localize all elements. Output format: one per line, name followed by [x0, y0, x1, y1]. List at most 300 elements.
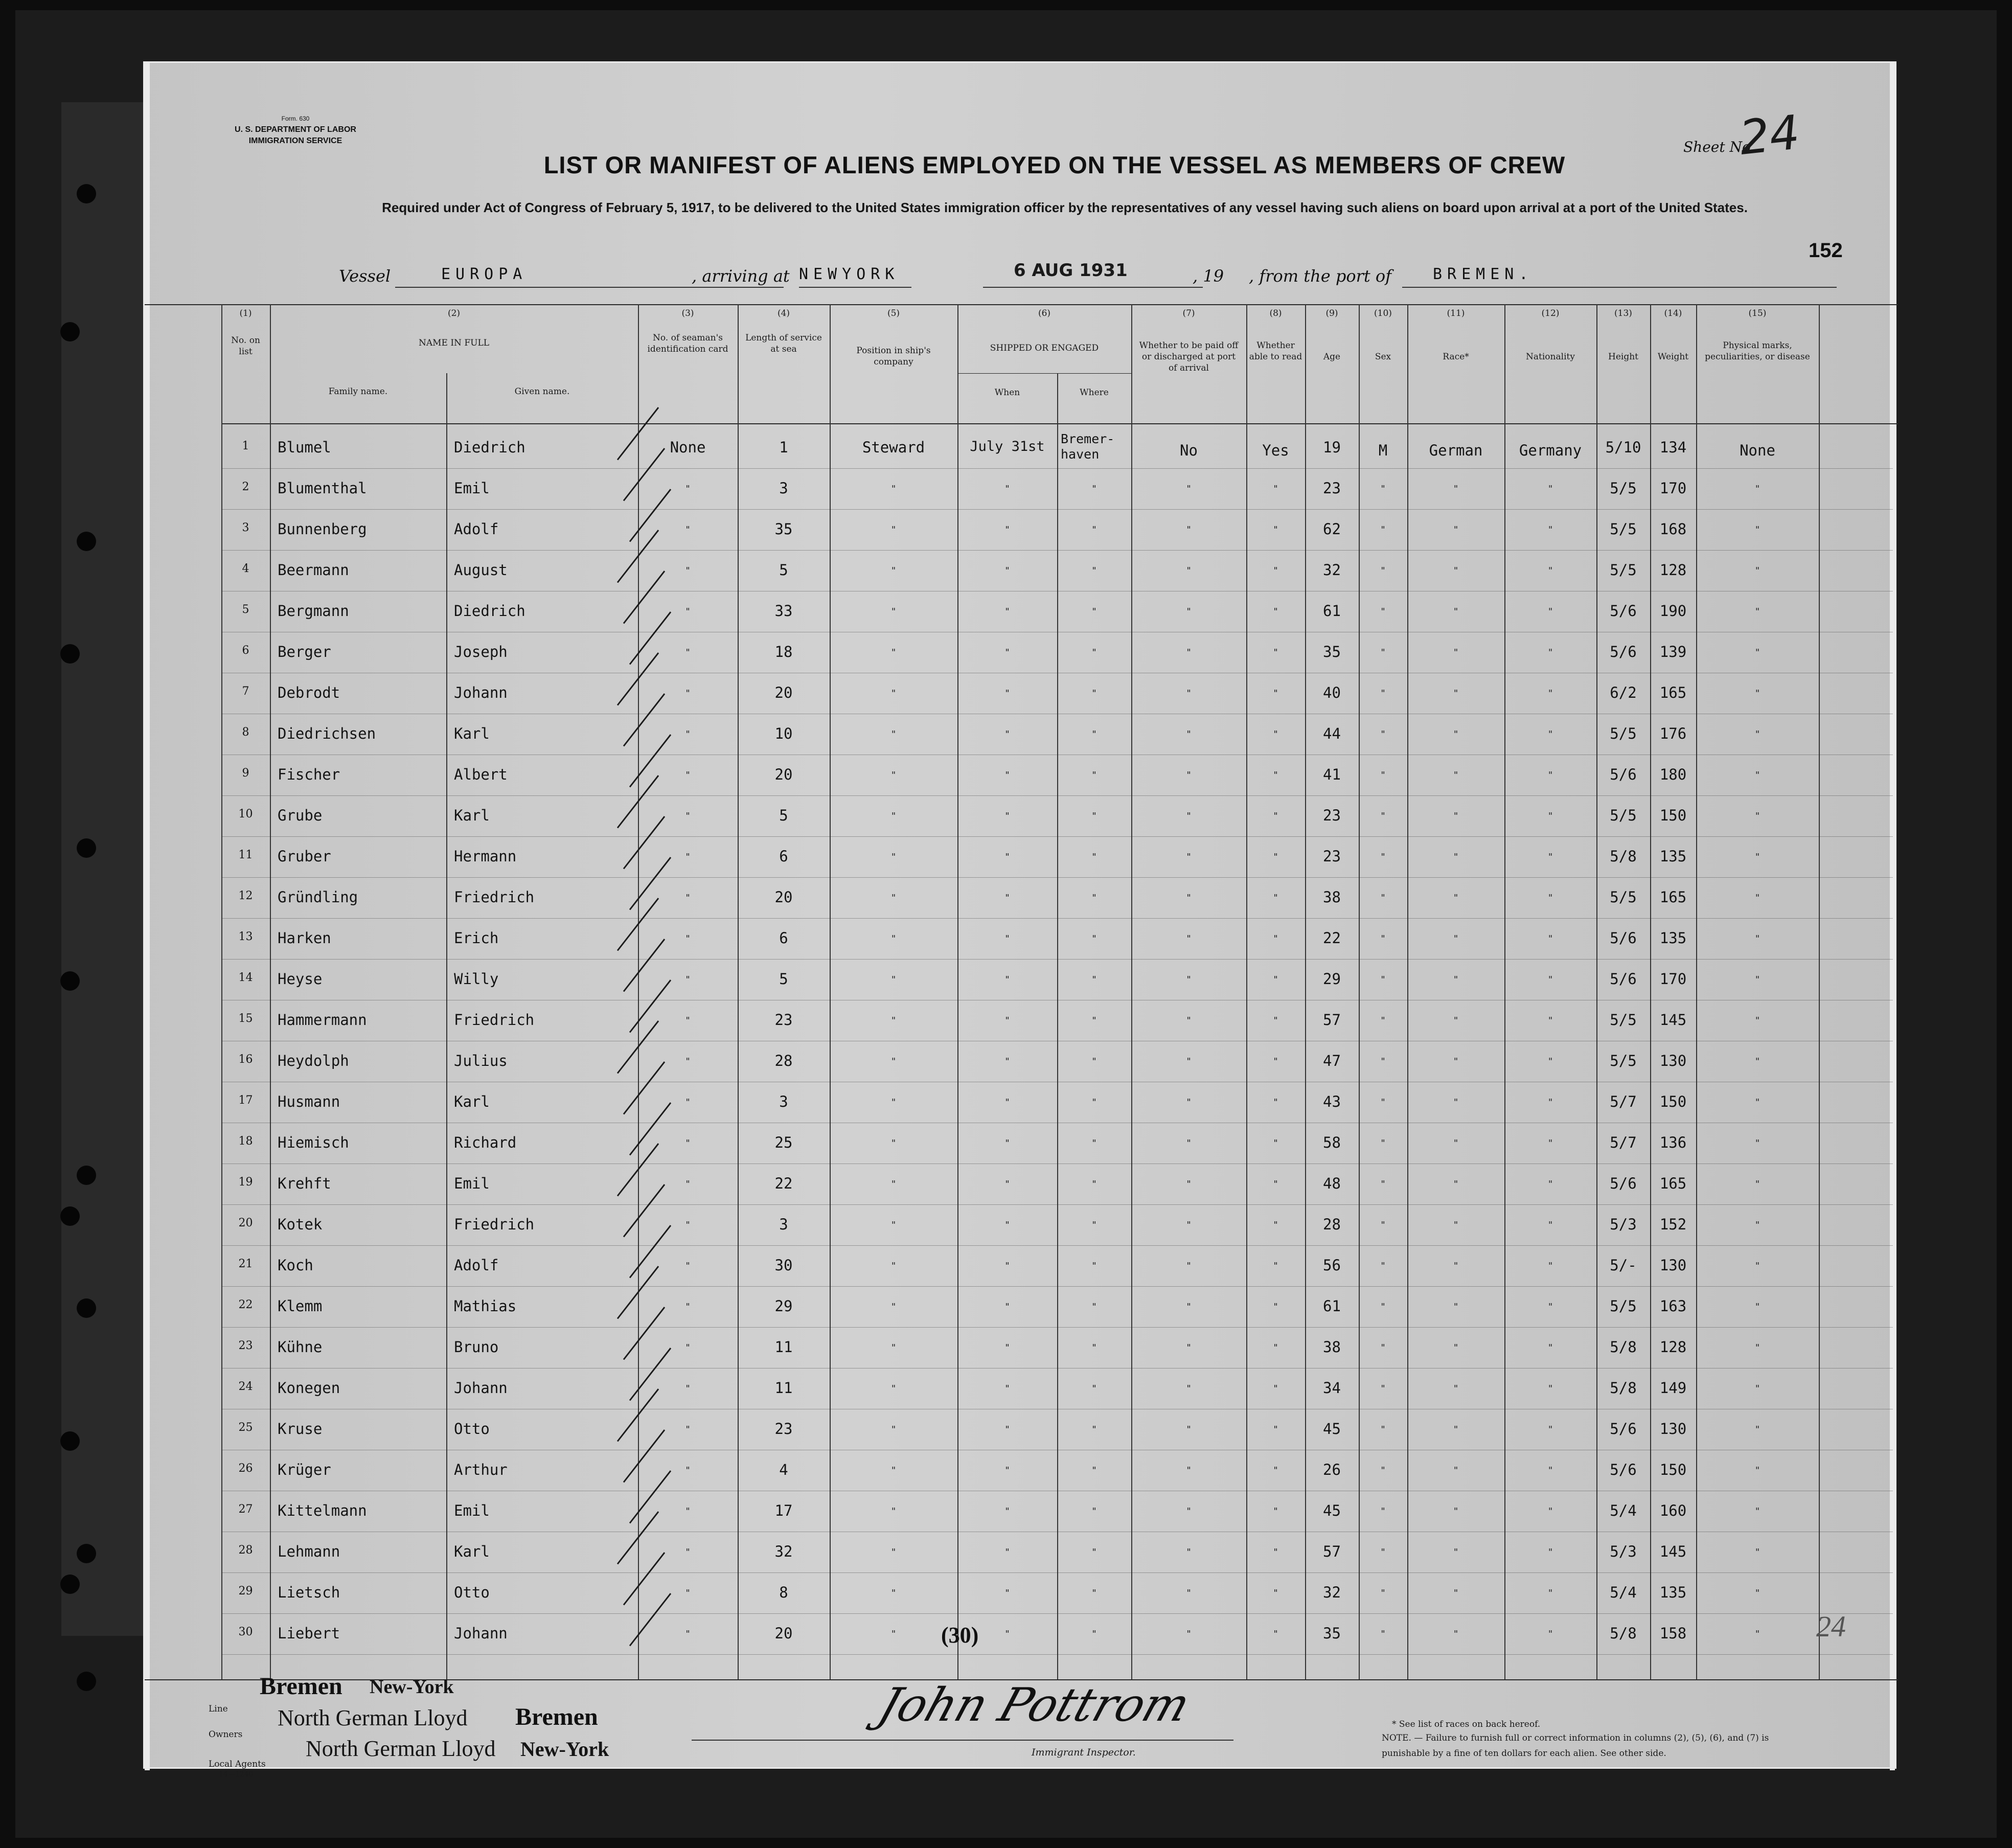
ditto-mark: "	[1547, 606, 1553, 617]
ditto-mark: "	[1380, 1097, 1386, 1108]
family-name: Beermann	[278, 561, 349, 579]
row-rule	[221, 468, 1893, 469]
row-number: 20	[238, 1217, 253, 1229]
ditto-mark: "	[890, 484, 897, 494]
ditto-mark: "	[890, 852, 897, 862]
ditto-mark: "	[1273, 1302, 1278, 1312]
weight: 136	[1659, 1134, 1687, 1151]
ditto-mark: "	[1186, 729, 1192, 740]
given-name: Erich	[454, 929, 499, 947]
weight: 130	[1659, 1420, 1687, 1438]
arriving-port: NEWYORK	[799, 265, 900, 283]
owners-value: North German Lloyd	[278, 1705, 468, 1730]
table-header-rule	[221, 423, 1898, 424]
ditto-mark: "	[1754, 729, 1761, 740]
height: 5/5	[1610, 1011, 1637, 1029]
ditto-mark: "	[1004, 974, 1010, 985]
ditto-mark: "	[1091, 606, 1097, 617]
ditto-mark: "	[1453, 1261, 1459, 1271]
row-number: 11	[238, 849, 253, 861]
ditto-mark: "	[1754, 1220, 1761, 1230]
ditto-mark: "	[1547, 770, 1553, 781]
row-number: 24	[238, 1380, 253, 1393]
seaman-card: None	[670, 439, 706, 456]
service-length: 11	[774, 1338, 793, 1356]
ditto-mark: "	[1004, 565, 1010, 576]
inspector-signature-line	[692, 1740, 1233, 1741]
ditto-mark: "	[890, 1179, 897, 1190]
height: 6/2	[1610, 684, 1637, 701]
age: 19	[1323, 439, 1341, 456]
vessel-name: EUROPA	[441, 265, 528, 283]
service-length: 30	[774, 1257, 793, 1274]
ditto-mark: "	[1186, 1465, 1192, 1476]
family-name: Harken	[278, 929, 331, 947]
ditto-mark: "	[1453, 1588, 1459, 1599]
ditto-mark: "	[1547, 1424, 1553, 1435]
height: 5/5	[1610, 561, 1637, 579]
ditto-mark: "	[1453, 688, 1459, 699]
header-sex: Sex	[1375, 352, 1391, 362]
form-identifier	[211, 113, 380, 147]
service-length: 20	[774, 1625, 793, 1642]
ditto-mark: "	[1547, 1629, 1553, 1639]
ditto-mark: "	[1186, 1220, 1192, 1230]
ditto-mark: "	[1380, 1506, 1386, 1517]
weight: 150	[1659, 1093, 1687, 1110]
ditto-mark: "	[1547, 1383, 1553, 1394]
ditto-mark: "	[1273, 1547, 1278, 1558]
binder-hole	[77, 1544, 96, 1563]
family-name: Kruse	[278, 1420, 323, 1438]
local-agents-label: Local Agents	[209, 1759, 266, 1769]
ditto-mark: "	[1754, 933, 1761, 944]
ditto-mark: "	[1453, 1056, 1459, 1067]
header-physical-marks: Physical marks, peculiarities, or disease	[1705, 340, 1810, 362]
inspector-label: Immigrant Inspector.	[1032, 1747, 1136, 1758]
family-name: Fischer	[278, 766, 340, 783]
weight: 163	[1659, 1297, 1687, 1315]
row-number: 8	[242, 726, 249, 739]
service-length: 6	[779, 848, 788, 865]
from-port: BREMEN.	[1433, 265, 1534, 283]
ditto-mark: "	[1547, 1015, 1553, 1026]
ditto-mark: "	[1091, 1424, 1097, 1435]
ditto-mark: "	[685, 1138, 691, 1149]
ditto-mark: "	[1004, 893, 1010, 903]
given-name: Otto	[454, 1420, 490, 1438]
binder-hole	[77, 184, 96, 203]
ditto-mark: "	[1754, 565, 1761, 576]
ditto-mark: "	[1186, 1547, 1192, 1558]
age: 23	[1323, 848, 1341, 865]
family-name: Gruber	[278, 848, 331, 865]
ditto-mark: "	[890, 1056, 897, 1067]
ditto-mark: "	[1004, 1097, 1010, 1108]
binder-hole	[60, 644, 80, 664]
ditto-mark: "	[1091, 770, 1097, 781]
ditto-mark: "	[1754, 1383, 1761, 1394]
ditto-mark: "	[1380, 1383, 1386, 1394]
ditto-mark: "	[685, 852, 691, 862]
ditto-mark: "	[1004, 688, 1010, 699]
ditto-mark: "	[1754, 484, 1761, 494]
ditto-mark: "	[1754, 1547, 1761, 1558]
ditto-mark: "	[1453, 852, 1459, 862]
ditto-mark: "	[1186, 1015, 1192, 1026]
ditto-mark: "	[1186, 1056, 1192, 1067]
ditto-mark: "	[1273, 1629, 1278, 1639]
family-name: Grube	[278, 807, 323, 824]
binder-hole	[77, 532, 96, 551]
ditto-mark: "	[1453, 1220, 1459, 1230]
ditto-mark: "	[1004, 484, 1010, 494]
ditto-mark: "	[1004, 1465, 1010, 1476]
ditto-mark: "	[1754, 606, 1761, 617]
ditto-mark: "	[1004, 933, 1010, 944]
col-num-7: (7)	[1182, 308, 1195, 318]
ditto-mark: "	[1453, 974, 1459, 985]
height: 5/8	[1610, 1379, 1637, 1397]
row-number: 16	[238, 1053, 253, 1066]
position: Steward	[862, 439, 925, 456]
age: 23	[1323, 807, 1341, 824]
crew-table	[145, 304, 1898, 1684]
ditto-mark: "	[685, 484, 691, 494]
weight: 130	[1659, 1052, 1687, 1069]
ditto-mark: "	[1380, 1424, 1386, 1435]
age: 44	[1323, 725, 1341, 742]
row-number: 30	[238, 1626, 253, 1638]
height: 5/6	[1610, 766, 1637, 783]
row-rule	[221, 959, 1893, 960]
family-name: Gründling	[278, 888, 358, 906]
service-length: 3	[779, 1093, 788, 1110]
age: 45	[1323, 1502, 1341, 1519]
ditto-mark: "	[1273, 729, 1278, 740]
col-divider	[446, 373, 447, 1679]
height: 5/6	[1610, 970, 1637, 988]
given-name: Johann	[454, 1625, 508, 1642]
ditto-mark: "	[685, 811, 691, 822]
ditto-mark: "	[1273, 647, 1278, 658]
ditto-mark: "	[890, 688, 897, 699]
given-name: Emil	[454, 1175, 490, 1192]
ditto-mark: "	[1186, 565, 1192, 576]
ditto-mark: "	[1380, 1302, 1386, 1312]
service-length: 3	[779, 1216, 788, 1233]
col-divider	[1819, 304, 1820, 1679]
height: 5/7	[1610, 1134, 1637, 1151]
ditto-mark: "	[685, 1629, 691, 1639]
service-length: 18	[774, 643, 793, 660]
age: 47	[1323, 1052, 1341, 1069]
ditto-mark: "	[685, 1261, 691, 1271]
col-num-8: (8)	[1269, 308, 1282, 318]
ditto-mark: "	[1186, 1179, 1192, 1190]
row-rule	[221, 1327, 1893, 1328]
service-length: 17	[774, 1502, 793, 1519]
ditto-mark: "	[1380, 1465, 1386, 1476]
ditto-mark: "	[1547, 893, 1553, 903]
col-num-9: (9)	[1325, 308, 1338, 318]
ditto-mark: "	[1273, 1424, 1278, 1435]
page-number: 152	[1809, 239, 1843, 262]
binder-hole	[77, 1672, 96, 1691]
row-number: 27	[238, 1503, 253, 1516]
ditto-mark: "	[890, 1097, 897, 1108]
ditto-mark: "	[1091, 1220, 1097, 1230]
ditto-mark: "	[1186, 974, 1192, 985]
ditto-mark: "	[1754, 770, 1761, 781]
from-port-label: , from the port of	[1249, 266, 1392, 286]
ditto-mark: "	[1273, 1506, 1278, 1517]
ditto-mark: "	[1273, 565, 1278, 576]
ditto-mark: "	[1186, 770, 1192, 781]
ditto-mark: "	[1453, 1342, 1459, 1353]
ditto-mark: "	[1186, 606, 1192, 617]
ditto-mark: "	[1186, 1506, 1192, 1517]
physical-marks: None	[1740, 442, 1775, 459]
age: 23	[1323, 480, 1341, 497]
ditto-mark: "	[1754, 974, 1761, 985]
agents-city: New-York	[520, 1738, 609, 1761]
able-to-read: Yes	[1262, 442, 1289, 459]
ditto-mark: "	[890, 524, 897, 535]
service-length: 5	[779, 970, 788, 988]
age: 32	[1323, 1584, 1341, 1601]
row-rule	[221, 918, 1893, 919]
weight: 134	[1659, 439, 1687, 456]
ditto-mark: "	[1273, 606, 1278, 617]
family-name: Kühne	[278, 1338, 323, 1356]
ditto-mark: "	[1004, 729, 1010, 740]
col-num-4: (4)	[777, 308, 790, 318]
arriving-label: , arriving at	[692, 266, 790, 286]
given-name: Emil	[454, 480, 490, 497]
ditto-mark: "	[1754, 688, 1761, 699]
given-name: Friedrich	[454, 1011, 535, 1029]
shipped-subrule	[957, 373, 1131, 374]
service-name: IMMIGRATION SERVICE	[248, 136, 342, 145]
ditto-mark: "	[890, 974, 897, 985]
given-name: Friedrich	[454, 1216, 535, 1233]
ditto-mark: "	[1547, 1138, 1553, 1149]
col-num-5: (5)	[887, 308, 900, 318]
ditto-mark: "	[1273, 933, 1278, 944]
family-name: Kittelmann	[278, 1502, 367, 1519]
service-length: 10	[774, 725, 793, 742]
ditto-mark: "	[1004, 1424, 1010, 1435]
header-race: Race*	[1443, 352, 1469, 362]
row-number: 15	[238, 1012, 253, 1025]
age: 43	[1323, 1093, 1341, 1110]
ditto-mark: "	[1380, 852, 1386, 862]
weight: 165	[1659, 684, 1687, 701]
ditto-mark: "	[1273, 1342, 1278, 1353]
weight: 158	[1659, 1625, 1687, 1642]
ditto-mark: "	[685, 933, 691, 944]
service-length: 32	[774, 1543, 793, 1560]
ditto-mark: "	[1004, 1015, 1010, 1026]
row-number: 18	[238, 1135, 253, 1148]
ditto-mark: "	[1004, 1138, 1010, 1149]
ditto-mark: "	[1091, 893, 1097, 903]
age: 22	[1323, 929, 1341, 947]
weight: 152	[1659, 1216, 1687, 1233]
row-number: 25	[238, 1421, 253, 1434]
ditto-mark: "	[1380, 565, 1386, 576]
header-given-name: Given name.	[514, 386, 570, 397]
height: 5/8	[1610, 1338, 1637, 1356]
service-length: 23	[774, 1420, 793, 1438]
header-age: Age	[1323, 352, 1341, 362]
ditto-mark: "	[1091, 688, 1097, 699]
family-name: Diedrichsen	[278, 725, 376, 742]
document-subtitle: Required under Act of Congress of February 5, 1917, to be delivered to the United States immigration officer by the representatives of any vessel having such aliens on board upon arrival at a port of the United States.	[382, 200, 1748, 215]
sex: M	[1378, 442, 1388, 459]
ditto-mark: "	[1273, 1383, 1278, 1394]
line-value-new-york: New-York	[370, 1676, 454, 1698]
ditto-mark: "	[1453, 1465, 1459, 1476]
sheet-number: 24	[1736, 105, 1802, 166]
ditto-mark: "	[1004, 1383, 1010, 1394]
ditto-mark: "	[1091, 852, 1097, 862]
row-number: 19	[238, 1176, 253, 1189]
document-title: LIST OR MANIFEST OF ALIENS EMPLOYED ON THE VESSEL AS MEMBERS OF CREW	[543, 151, 1566, 178]
ditto-mark: "	[1004, 1588, 1010, 1599]
ditto-mark: "	[1004, 1342, 1010, 1353]
ditto-mark: "	[1453, 1097, 1459, 1108]
ditto-mark: "	[685, 647, 691, 658]
binder-hole	[77, 1166, 96, 1185]
service-length: 3	[779, 480, 788, 497]
ditto-mark: "	[1273, 1588, 1278, 1599]
row-rule	[221, 836, 1893, 837]
family-name: Konegen	[278, 1379, 340, 1397]
row-number: 6	[242, 644, 249, 657]
ditto-mark: "	[685, 1302, 691, 1312]
ditto-mark: "	[1547, 688, 1553, 699]
ditto-mark: "	[1273, 770, 1278, 781]
ditto-mark: "	[1547, 1261, 1553, 1271]
family-name: Kotek	[278, 1216, 323, 1233]
row-number: 9	[242, 767, 249, 780]
ditto-mark: "	[1004, 647, 1010, 658]
ditto-mark: "	[685, 606, 691, 617]
ditto-mark: "	[1186, 1302, 1192, 1312]
weight: 145	[1659, 1543, 1687, 1560]
age: 34	[1323, 1379, 1341, 1397]
ditto-mark: "	[1754, 1015, 1761, 1026]
ditto-mark: "	[1004, 770, 1010, 781]
service-length: 33	[774, 602, 793, 620]
corner-number: 24	[1816, 1610, 1846, 1643]
ditto-mark: "	[1547, 729, 1553, 740]
ditto-mark: "	[890, 1383, 897, 1394]
given-name: August	[454, 561, 508, 579]
service-length: 20	[774, 766, 793, 783]
ditto-mark: "	[1380, 770, 1386, 781]
ditto-mark: "	[1547, 1506, 1553, 1517]
weight: 139	[1659, 643, 1687, 660]
ditto-mark: "	[1091, 1056, 1097, 1067]
service-length: 28	[774, 1052, 793, 1069]
ditto-mark: "	[1186, 1588, 1192, 1599]
ditto-mark: "	[1453, 1547, 1459, 1558]
col-num-15: (15)	[1748, 308, 1767, 318]
col-num-14: (14)	[1664, 308, 1682, 318]
family-name: Heydolph	[278, 1052, 349, 1069]
ditto-mark: "	[1273, 1261, 1278, 1271]
service-length: 20	[774, 684, 793, 701]
ditto-mark: "	[1004, 1506, 1010, 1517]
vessel-underline	[395, 287, 784, 288]
height: 5/5	[1610, 520, 1637, 538]
ditto-mark: "	[685, 1220, 691, 1230]
ditto-mark: "	[1186, 524, 1192, 535]
owners-label: Owners	[209, 1729, 243, 1740]
ditto-mark: "	[890, 770, 897, 781]
col-divider	[270, 304, 271, 1679]
ditto-mark: "	[1091, 647, 1097, 658]
ditto-mark: "	[1547, 1588, 1553, 1599]
weight: 180	[1659, 766, 1687, 783]
row-number: 10	[238, 808, 253, 820]
inspector-signature: John Pottrom	[872, 1678, 1197, 1732]
row-number: 17	[238, 1094, 253, 1107]
height: 5/4	[1610, 1584, 1637, 1601]
ditto-mark: "	[1186, 811, 1192, 822]
service-length: 6	[779, 929, 788, 947]
note-label: NOTE.	[1382, 1733, 1411, 1743]
age: 57	[1323, 1011, 1341, 1029]
header-height: Height	[1608, 352, 1638, 362]
ditto-mark: "	[890, 1220, 897, 1230]
ditto-mark: "	[685, 729, 691, 740]
ditto-mark: "	[1547, 565, 1553, 576]
weight: 135	[1659, 848, 1687, 865]
arriving-underline	[799, 287, 911, 288]
col-num-11: (11)	[1447, 308, 1465, 318]
penalty-note	[1382, 1730, 1801, 1761]
row-number: 13	[238, 930, 253, 943]
binder-hole	[60, 1575, 80, 1594]
ditto-mark: "	[1754, 524, 1761, 535]
header-length-of-service: Length of service at sea	[745, 333, 822, 354]
binder-hole	[60, 1431, 80, 1451]
ditto-mark: "	[1754, 1629, 1761, 1639]
height: 5/8	[1610, 1625, 1637, 1642]
weight: 176	[1659, 725, 1687, 742]
height: 5/-	[1610, 1257, 1637, 1274]
ditto-mark: "	[890, 933, 897, 944]
header-shipped-or-engaged: SHIPPED OR ENGAGED	[990, 343, 1099, 353]
ditto-mark: "	[890, 1138, 897, 1149]
ditto-mark: "	[890, 1424, 897, 1435]
ditto-mark: "	[1186, 1342, 1192, 1353]
ditto-mark: "	[1091, 811, 1097, 822]
shipped-when: July 31st	[970, 439, 1045, 454]
row-rule	[221, 877, 1893, 878]
ditto-mark: "	[685, 1465, 691, 1476]
shipped-where: Bremer-haven	[1061, 431, 1115, 462]
line-value-bremen: Bremen	[260, 1673, 342, 1700]
ditto-mark: "	[1754, 1261, 1761, 1271]
ditto-mark: "	[890, 1342, 897, 1353]
height: 5/8	[1610, 848, 1637, 865]
ditto-mark: "	[1186, 647, 1192, 658]
